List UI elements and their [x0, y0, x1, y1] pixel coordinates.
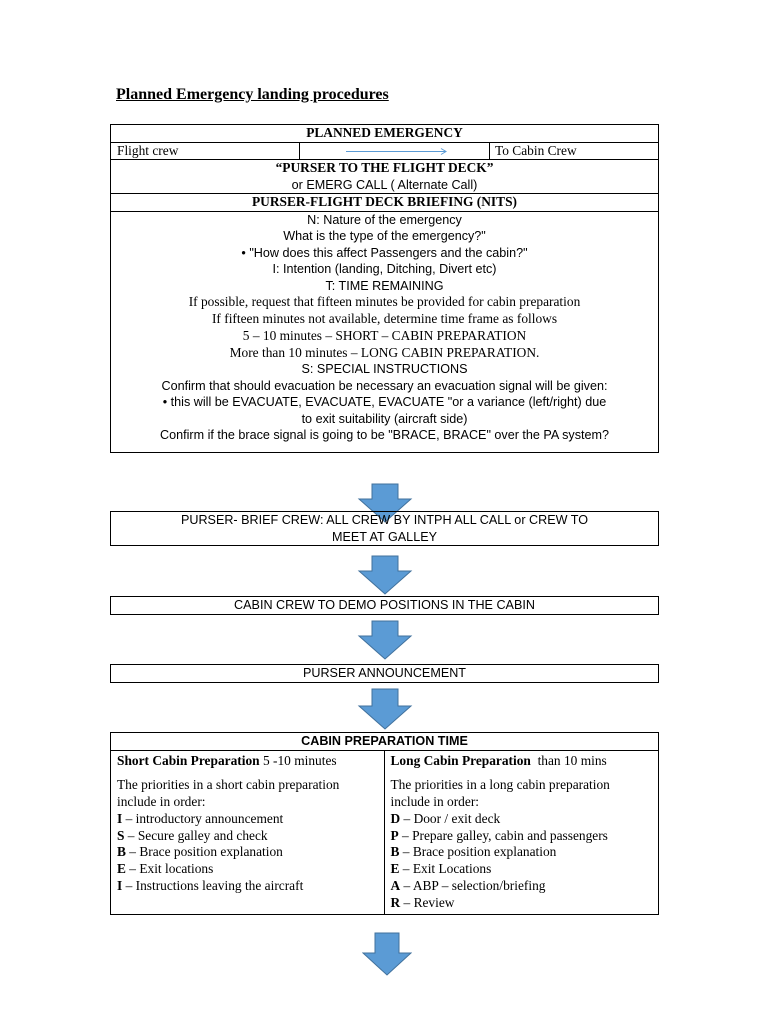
short-prep-title-line: [117, 753, 378, 770]
briefing-line: • "How does this affect Passengers and the cabin?": [241, 245, 528, 260]
long-prep-duration: than 10 mins: [530, 752, 607, 768]
briefing-header: PURSER-FLIGHT DECK BRIEFING (NITS): [111, 194, 658, 212]
brief-crew-line: MEET AT GALLEY: [332, 529, 437, 544]
short-prep-column: [111, 751, 385, 914]
briefing-line: to exit suitability (aircraft side): [301, 411, 468, 426]
briefing-line: If fifteen minutes not available, determine time frame as follows: [211, 311, 558, 327]
brief-crew-line: PURSER- BRIEF CREW: ALL CREW BY INTPH ALL CALL or CREW TO: [180, 513, 589, 527]
briefing-line: 5 – 10 minutes – SHORT – CABIN PREPARATION: [242, 327, 527, 343]
down-arrow-icon: [357, 620, 413, 660]
briefing-line: Confirm that should evacuation be necessary an evacuation signal will be given:: [161, 378, 608, 393]
list-item: E – Exit locations: [117, 861, 214, 877]
long-prep-title: Long Cabin Preparation: [390, 752, 531, 768]
list-item: R – Review: [390, 894, 455, 910]
down-arrow-icon: [362, 932, 412, 976]
down-arrow-icon: [357, 555, 413, 595]
alternate-call-text: or EMERG CALL ( Alternate Call): [291, 177, 478, 192]
cabin-prep-header: CABIN PREPARATION TIME: [111, 733, 658, 751]
list-item: P – Prepare galley, cabin and passengers: [390, 827, 608, 843]
briefing-lines: [111, 212, 658, 452]
flow-arrow-cell: [300, 143, 490, 160]
page-title: Planned Emergency landing procedures: [116, 86, 389, 103]
list-item: I – Instructions leaving the aircraft: [117, 878, 304, 894]
briefing-line: I: Intention (landing, Ditching, Divert etc): [272, 262, 497, 277]
list-item: I – introductory announcement: [117, 810, 284, 826]
call-row: [111, 160, 658, 194]
list-item: B – Brace position explanation: [390, 844, 557, 860]
long-prep-intro: The priorities in a long cabin preparation: [390, 777, 610, 793]
briefing-line: T: TIME REMAINING: [325, 278, 444, 293]
announcement-step: PURSER ANNOUNCEMENT: [110, 664, 659, 683]
long-prep-title-line: [391, 753, 653, 770]
list-item: S – Secure galley and check: [117, 827, 268, 843]
down-arrow-icon: [357, 688, 413, 730]
briefing-line: What is the type of the emergency?": [283, 229, 486, 244]
list-item: B – Brace position explanation: [117, 844, 283, 860]
long-prep-intro: include in order:: [390, 794, 479, 810]
briefing-line: More than 10 minutes – LONG CABIN PREPARATION.: [229, 344, 540, 360]
flight-crew-cell: Flight crew: [111, 143, 300, 160]
right-arrow-icon: [300, 143, 489, 160]
short-prep-title: Short Cabin Preparation: [117, 752, 260, 768]
cabin-prep-columns: [111, 751, 658, 914]
purser-call-text: “PURSER TO THE FLIGHT DECK”: [275, 160, 494, 176]
brief-crew-step: [110, 511, 659, 546]
briefing-line: N: Nature of the emergency: [307, 212, 462, 227]
planned-emergency-box: [110, 124, 659, 453]
planned-emergency-header: PLANNED EMERGENCY: [111, 125, 658, 143]
long-prep-column: [385, 751, 659, 914]
list-item: A – ABP – selection/briefing: [390, 878, 546, 894]
short-prep-duration: 5 -10 minutes: [259, 752, 337, 768]
short-prep-intro: The priorities in a short cabin preparation: [117, 777, 340, 793]
briefing-line: • this will be EVACUATE, EVACUATE, EVACUATE "or a variance (left/right) due: [162, 395, 607, 410]
demo-positions-step: CABIN CREW TO DEMO POSITIONS IN THE CABIN: [110, 596, 659, 615]
briefing-line: S: SPECIAL INSTRUCTIONS: [301, 362, 468, 377]
briefing-line: If possible, request that fifteen minutes be provided for cabin preparation: [188, 294, 581, 310]
cabin-crew-cell: To Cabin Crew: [495, 142, 577, 158]
list-item: E – Exit Locations: [390, 861, 492, 877]
cabin-prep-box: [110, 732, 659, 915]
crew-flow-row: [111, 143, 658, 161]
short-prep-intro: include in order:: [117, 794, 206, 810]
list-item: D – Door / exit deck: [390, 810, 501, 826]
briefing-line: Confirm if the brace signal is going to be "BRACE, BRACE" over the PA system?: [160, 428, 609, 443]
